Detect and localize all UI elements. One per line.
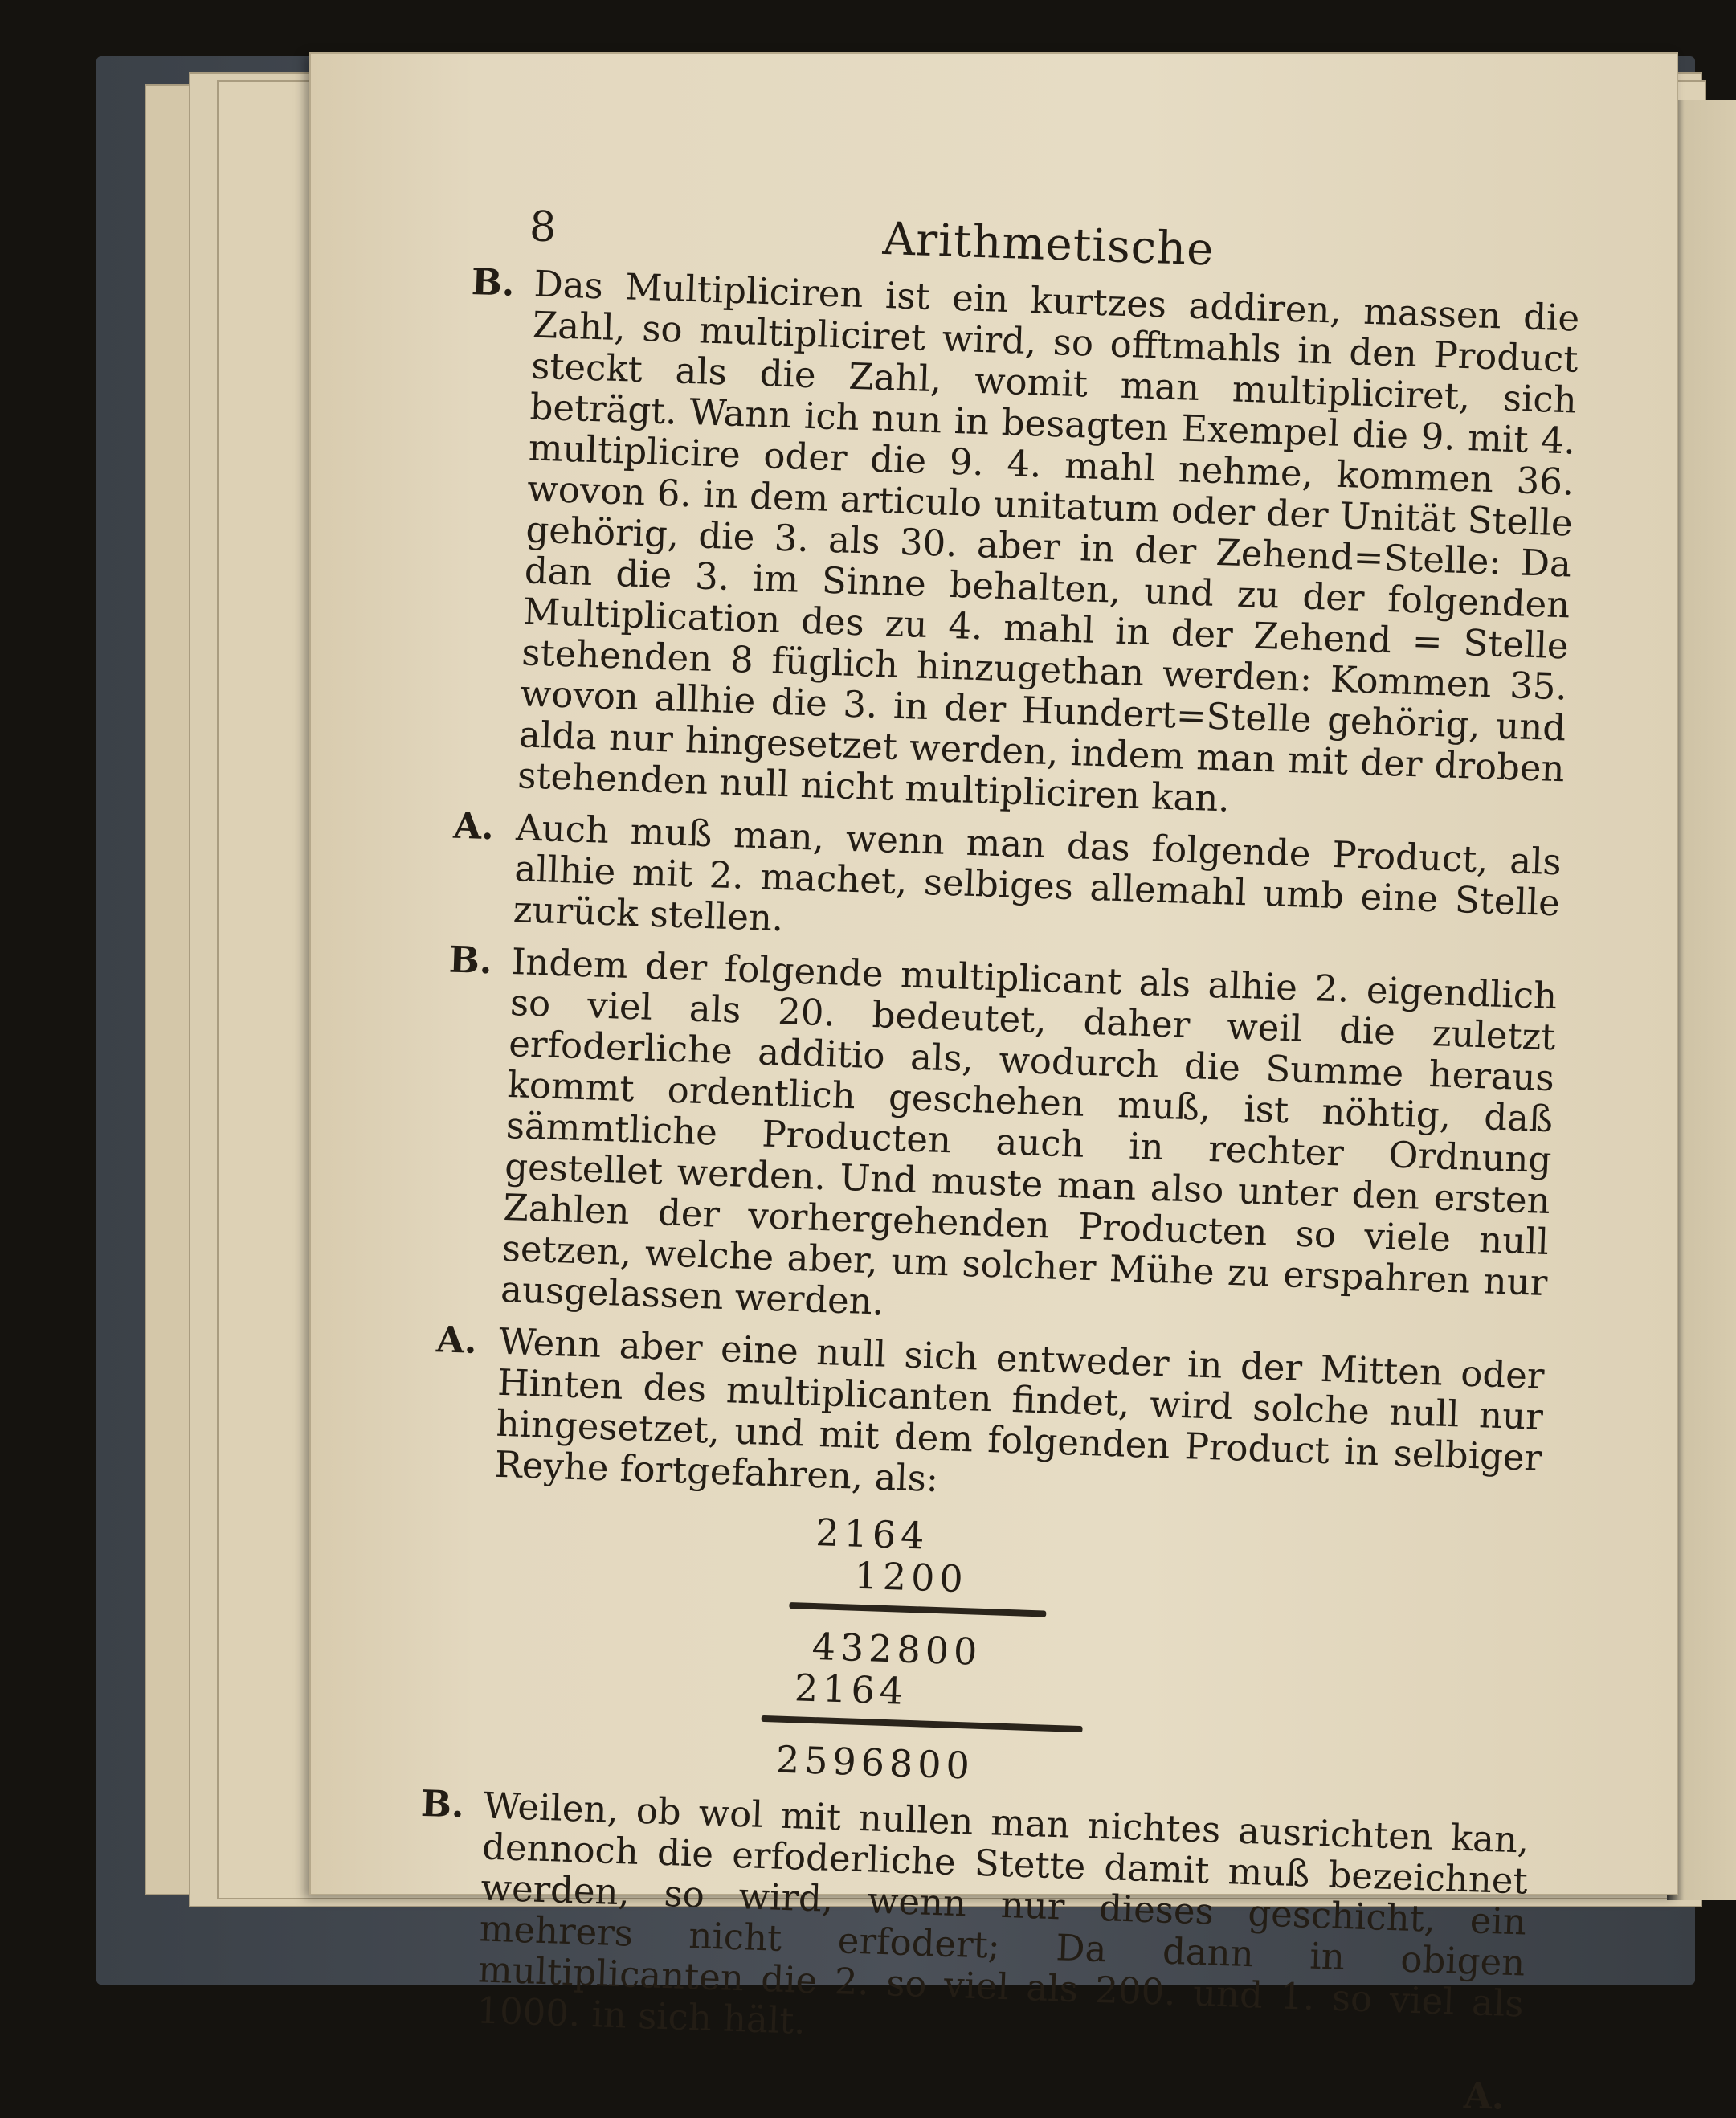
paragraph-text: Auch muß man, wenn man das folgende Product, als allhie mit 2. machet, selbiges allemahl umb eine Stelle zurück stellen. (513, 806, 1562, 940)
multiplier: 1200 (853, 1553, 969, 1601)
catchword: A. (1463, 2074, 1505, 2118)
speaker-label: A. (452, 803, 495, 848)
multiplicand: 2164 (815, 1511, 930, 1558)
speaker-label: B. (447, 938, 493, 983)
final-product: 2596800 (775, 1737, 975, 1788)
multiplication-example (727, 1509, 1138, 1792)
dialogue-paragraph (414, 1783, 1530, 2066)
paragraph-text: Wenn aber eine null sich entweder in der Mitten oder Hinten des multiplicanten findet, wird solche null nur hingesetzet, und mit dem folgenden Product in selbiger Reyhe fortgefahren, als: (494, 1319, 1546, 1501)
running-head: Arithmetische (881, 212, 1215, 276)
speaker-label: B. (470, 260, 516, 305)
sum-rule (789, 1602, 1046, 1617)
sum-rule (762, 1715, 1083, 1732)
paragraph-text: Indem der folgende multiplicant als alhie 2. eigendlich so viel als 20. bedeutet, daher weil die zuletzt erfoderliche additio als, wodurch die Summe heraus kommt ordentlich geschehen muß, ist nöhtig, daß sämmtliche Producten auch in rechter Ordnung gestellet werden. Und muste man also unter den ersten Zahlen der vorhergehenden Producten so viele null setzen, welche aber, um solcher Mühe zu erspahren nur ausgelassen werden. (500, 940, 1558, 1323)
dialogue-paragraph (450, 805, 1562, 965)
partial-product: 2164 (794, 1666, 909, 1713)
speaker-label: A. (435, 1318, 478, 1362)
page-text-block (412, 202, 1583, 2118)
partial-product: 432800 (811, 1624, 983, 1674)
dialogue-paragraph (437, 938, 1557, 1344)
paragraph-text: Das Multipliciren ist ein kurtzes addiren, massen die Zahl, so multipliciret wird, so offtmahls in den Product steckt als die Zahl, womit man multipliciret, sich beträgt. Wann ich nun in besagten Exempel die 9. mit 4. multiplicire oder die 9. 4. mahl nehme, kommen 36. wovon 6. in dem articulo unitatum oder der Unität Stelle gehörig, die 3. als 30. aber in der Zehend=Stelle: Da dan die 3. im Sinne behalten, und zu der folgenden Multiplication des zu 4. mahl in der Zehend = Stelle stehenden 8 füglich hinzugethan werden: Kommen 35. wovon allhie die 3. in der Hundert=Stelle gehörig, und alda nur hingesetzet werden, indem man mit der droben stehenden null nicht multipliciren kan. (517, 262, 1580, 820)
dialogue-paragraph (455, 261, 1580, 830)
dialogue-paragraph (431, 1319, 1545, 1519)
speaker-label: B. (420, 1781, 465, 1826)
paragraph-text: Weilen, ob wol mit nullen man nichtes ausrichten kan, dennoch die erfoderliche Stette damit muß bezeichnet werden, so wird, wenn nur dieses geschicht, ein mehrers nicht erfodert; Da dann in obigen multiplicanten die 2. so viel als 200. und 1. so viel als 1000. in sich hält. (476, 1784, 1530, 2042)
page-number: 8 (529, 202, 558, 252)
